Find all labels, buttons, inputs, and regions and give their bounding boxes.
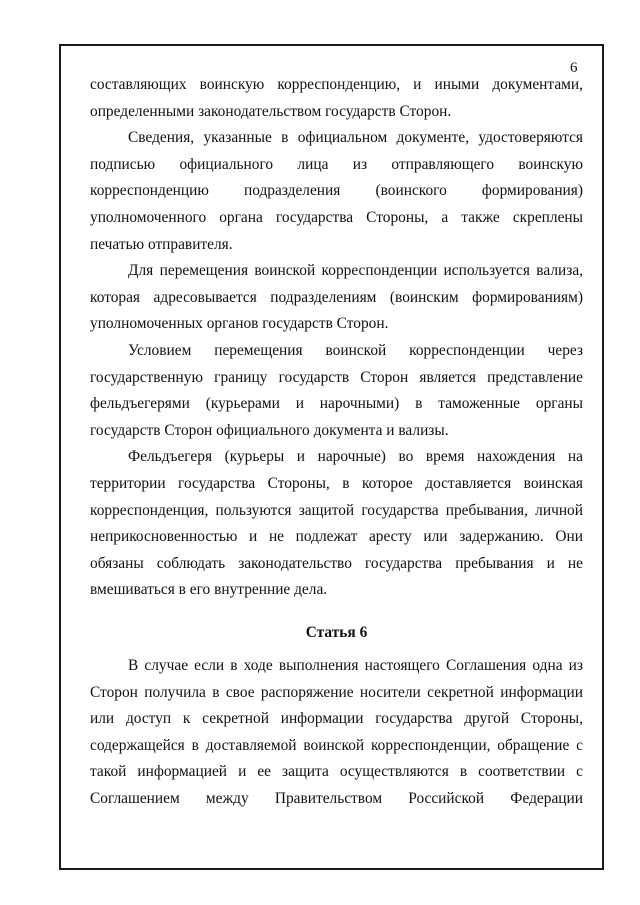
paragraph-secret-information: В случае если в ходе выполнения настоящего Соглашения одна из Сторон получила в свое распоряжение носители секретной информации или доступ к секретной информации государства другой Стороны, содержащейся в доставляемой воинской корреспонденции, обращение с такой информацией и ее защита осуществляются в соответствии с Соглашением между Правительством Российской Федерации: [90, 657, 583, 807]
article-6-section: [90, 653, 583, 813]
article-heading: Статья 6: [305, 624, 368, 641]
paragraph-official-document: Сведения, указанные в официальном документе, удостоверяются подписью официального лица из отправляющего воинскую корреспонденцию подразделения (воинского формирования) уполномоченного органа государства Стороны, а также скреплены печатью отправителя.: [90, 129, 583, 253]
page-number: 6: [570, 60, 578, 76]
paragraph-valise: Для перемещения воинской корреспонденции используется вализа, которая адресовывается подразделениям (воинским формированиям) уполномоченных органов государств Сторон.: [90, 262, 583, 333]
body-text-section: [90, 72, 583, 604]
paragraph-continuation: составляющих воинскую корреспонденцию, и иными документами, определенными законодательством государств Сторон.: [90, 76, 583, 120]
paragraph-border-crossing: Условием перемещения воинской корреспонденции через государственную границу государств Сторон является представление фельдъегерями (курьерами и нарочными) в таможенные органы государств Сторон официального документа и вализы.: [90, 341, 583, 439]
paragraph-couriers-immunity: Фельдъегеря (курьеры и нарочные) во время нахождения на территории государства Стороны, в которое доставляется воинская корреспонденция, пользуются защитой государства пребывания, личной неприкосновенностью и не подлежат аресту или задержанию. Они обязаны соблюдать законодательство государства пребывания и не вмешиваться в его внутренние дела.: [90, 448, 583, 599]
